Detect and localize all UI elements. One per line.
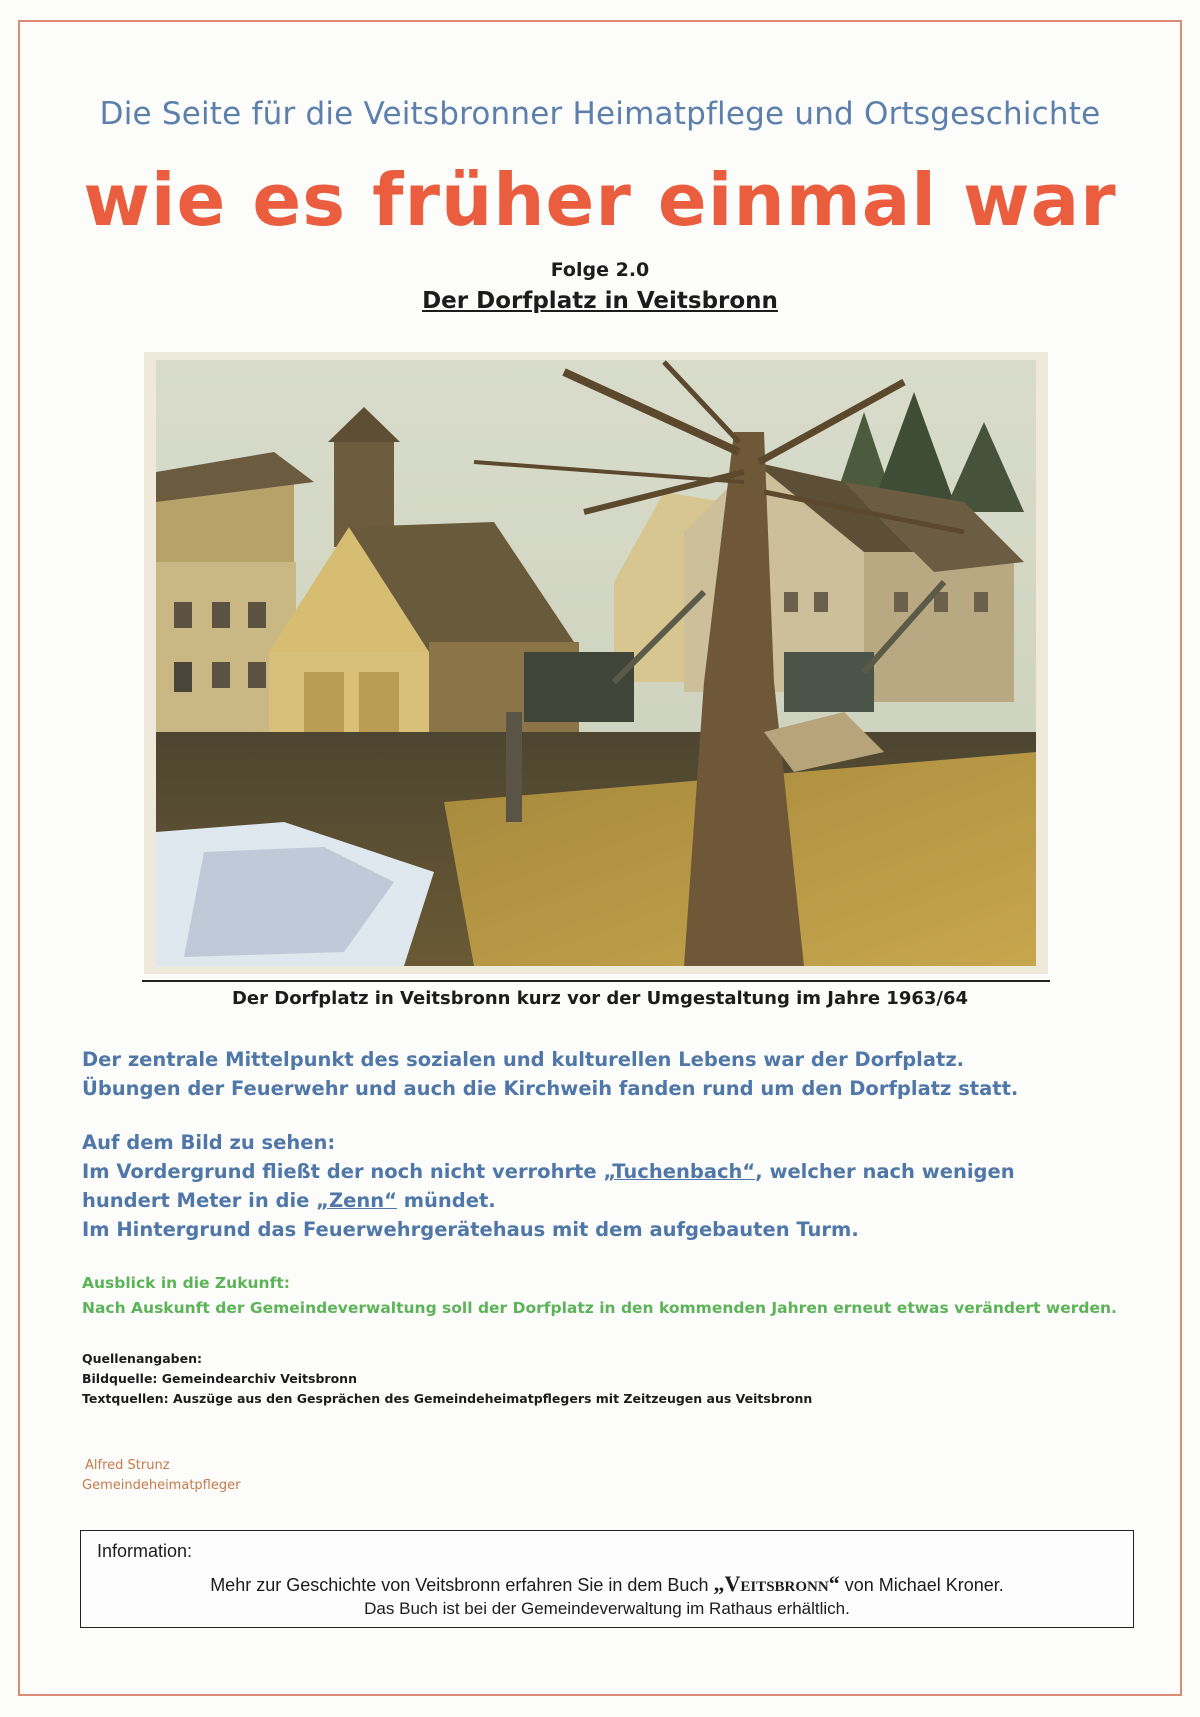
info-label: Information:: [97, 1541, 193, 1561]
tuchenbach-name: „Tuchenbach“: [603, 1160, 756, 1183]
description-line-1: Im Vordergrund fließt der noch nicht verrohrte „Tuchenbach“, welcher nach wenigen: [82, 1160, 1015, 1183]
zenn-name: „Zenn“: [316, 1189, 397, 1212]
outlook-text: Nach Auskunft der Gemeindeverwaltung soll der Dorfplatz in den kommenden Jahren erneut etwas verändert werden.: [82, 1299, 1117, 1317]
village-square-photo: [144, 352, 1048, 974]
info-line-1: Mehr zur Geschichte von Veitsbronn erfahren Sie in dem Buch „Veitsbronn“ von Michael Kroner.: [210, 1571, 1004, 1596]
image-source: Bildquelle: Gemeindearchiv Veitsbronn: [82, 1371, 357, 1386]
description-line-3: Im Hintergrund das Feuerwehrgerätehaus mit dem aufgebauten Turm.: [82, 1218, 859, 1241]
author-block: [82, 1456, 240, 1496]
sources-heading: Quellenangaben:: [82, 1351, 202, 1366]
sources-section: [82, 1349, 812, 1409]
outlook-heading: Ausblick in die Zukunft:: [82, 1274, 290, 1292]
description-heading: Auf dem Bild zu sehen:: [82, 1131, 336, 1154]
episode-number: Folge 2.0: [550, 259, 650, 281]
header-line: Die Seite für die Veitsbronner Heimatpflege und Ortsgeschichte: [99, 96, 1101, 132]
main-title: wie es früher einmal war: [83, 158, 1117, 242]
caption-divider: [142, 980, 1050, 982]
book-title: „Veitsbronn“: [713, 1571, 840, 1596]
intro-paragraph: [82, 1045, 1018, 1103]
outlook-section: [82, 1271, 1117, 1321]
intro-line-1: Der zentrale Mittelpunkt des sozialen und kulturellen Lebens war der Dorfplatz.: [82, 1048, 965, 1071]
description-paragraph: [82, 1128, 1015, 1244]
photo-caption: Der Dorfplatz in Veitsbronn kurz vor der Umgestaltung im Jahre 1963/64: [231, 988, 969, 1009]
intro-line-2: Übungen der Feuerwehr und auch die Kirchweih fanden rund um den Dorfplatz statt.: [82, 1077, 1019, 1100]
article-subtitle: Der Dorfplatz in Veitsbronn: [422, 288, 778, 314]
description-line-2: hundert Meter in die „Zenn“ mündet.: [82, 1189, 496, 1212]
author-name: Alfred Strunz: [85, 1458, 170, 1473]
info-line-2: Das Buch ist bei der Gemeindeverwaltung im Rathaus erhältlich.: [364, 1599, 850, 1618]
info-box: [80, 1530, 1134, 1628]
text-source: Textquellen: Auszüge aus den Gesprächen des Gemeindeheimatpflegers mit Zeitzeugen aus Veitsbronn: [82, 1391, 813, 1406]
author-role: Gemeindeheimatpfleger: [82, 1478, 241, 1493]
